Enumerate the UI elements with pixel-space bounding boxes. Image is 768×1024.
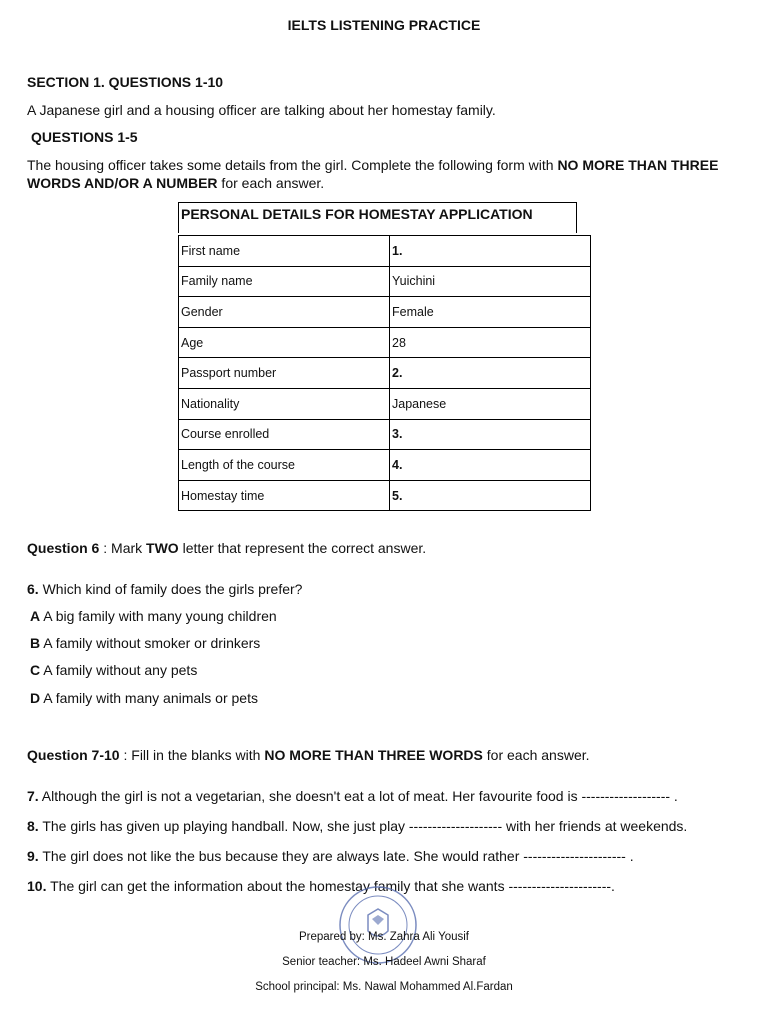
option-b: [30, 635, 260, 651]
q7-10-emphasis: NO MORE THAN THREE WORDS: [264, 747, 483, 763]
q6-question: Which kind of family does the girls prefer?: [38, 581, 303, 597]
section-heading: SECTION 1. QUESTIONS 1-10: [27, 74, 224, 90]
question-number: 8.: [27, 818, 39, 834]
question-number: 9.: [27, 848, 39, 864]
form-label: Nationality: [179, 388, 390, 419]
form-value: 2.: [390, 358, 591, 389]
form-label: Family name: [179, 266, 390, 297]
question-7: [27, 787, 678, 805]
form-row: [179, 297, 591, 328]
form-label: Length of the course: [179, 450, 390, 481]
option-letter: A: [30, 608, 41, 624]
option-letter: C: [30, 662, 41, 678]
q6-text: : Mark: [99, 540, 147, 556]
question-text: The girls has given up playing handball. Now, she just play -------------------- with her friends at weekends.: [38, 818, 688, 834]
school-principal: School principal: Ms. Nawal Mohammed Al.Fardan: [255, 981, 513, 993]
form-value: Female: [390, 297, 591, 328]
school-seal-icon: [338, 885, 418, 965]
form-value: Japanese: [390, 388, 591, 419]
form-row: [179, 266, 591, 297]
form-label: Homestay time: [179, 480, 390, 511]
option-text: A family with many animals or pets: [40, 690, 258, 706]
questions-1-5-heading: QUESTIONS 1-5: [31, 129, 138, 145]
option-c: [30, 662, 197, 678]
form-label: Course enrolled: [179, 419, 390, 450]
form-value: 4.: [390, 450, 591, 481]
prepared-by: Prepared by: Ms. Zahra Ali Yousif: [298, 931, 470, 943]
form-label: Gender: [179, 297, 390, 328]
question-number: 7.: [27, 788, 39, 804]
question-6: [27, 580, 302, 598]
question-text: The girl can get the information about the homestay family that she wants ----------------------.: [46, 878, 615, 894]
form-heading: PERSONAL DETAILS FOR HOMESTAY APPLICATION: [178, 202, 577, 233]
q7-10-tail: for each answer.: [482, 747, 590, 763]
question-number: 10.: [27, 878, 47, 894]
option-text: A big family with many young children: [40, 608, 277, 624]
homestay-form-table: [178, 235, 591, 511]
senior-teacher: Senior teacher: Ms. Hadeel Awni Sharaf: [282, 956, 486, 968]
option-text: A family without smoker or drinkers: [40, 635, 261, 651]
form-row: [179, 388, 591, 419]
option-text: A family without any pets: [40, 662, 198, 678]
instruction-text: The housing officer takes some details from the girl. Complete the following form with: [27, 157, 558, 173]
question-10: [27, 877, 615, 895]
option-a: [30, 608, 277, 624]
question-9: [27, 847, 634, 865]
form-label: Age: [179, 327, 390, 358]
form-value: 28: [390, 327, 591, 358]
option-letter: B: [30, 635, 41, 651]
form-row: [179, 327, 591, 358]
q6-emphasis: TWO: [146, 540, 179, 556]
instruction-tail: for each answer.: [217, 175, 325, 191]
question-text: Although the girl is not a vegetarian, she doesn't eat a lot of meat. Her favourite food is ------------------- .: [38, 788, 678, 804]
form-value: Yuichini: [390, 266, 591, 297]
section-intro: A Japanese girl and a housing officer are talking about her homestay family.: [27, 102, 496, 118]
form-row: [179, 480, 591, 511]
form-value: 5.: [390, 480, 591, 511]
form-value: 1.: [390, 236, 591, 267]
q6-number: 6.: [27, 581, 39, 597]
question-7-10-heading: [27, 746, 590, 764]
question-8: [27, 817, 687, 835]
form-row: [179, 419, 591, 450]
q6-label: Question 6: [27, 540, 100, 556]
q7-10-label: Question 7-10: [27, 747, 120, 763]
form-value: 3.: [390, 419, 591, 450]
form-row: [179, 236, 591, 267]
page-title: IELTS LISTENING PRACTICE: [287, 17, 481, 33]
option-letter: D: [30, 690, 41, 706]
form-row: [179, 358, 591, 389]
question-6-heading: [27, 539, 426, 557]
q6-tail: letter that represent the correct answer.: [178, 540, 427, 556]
option-d: [30, 690, 258, 706]
q7-10-text: : Fill in the blanks with: [119, 747, 265, 763]
form-row: [179, 450, 591, 481]
question-text: The girl does not like the bus because they are always late. She would rather ---------------------- .: [38, 848, 634, 864]
form-label: Passport number: [179, 358, 390, 389]
form-instruction: [27, 156, 727, 192]
form-label: First name: [179, 236, 390, 267]
instruction-emphasis: NO MORE THAN THREE WORDS AND/OR A NUMBER: [27, 157, 719, 191]
